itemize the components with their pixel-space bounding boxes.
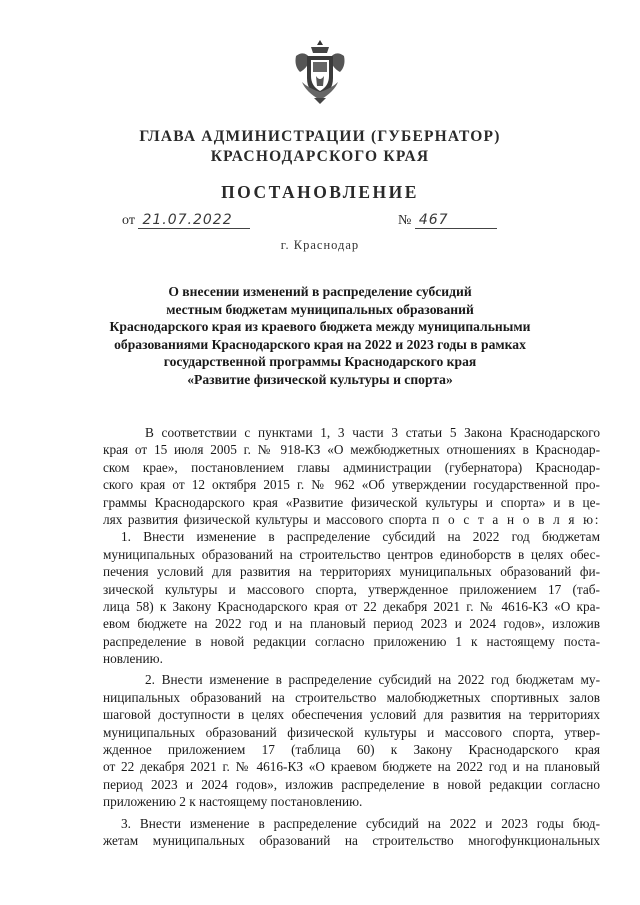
- body-line: ском крае», постановлением главы администрации (губернатора) Краснодар-: [103, 459, 600, 475]
- resolve-word: п о с т а н о в л я ю:: [432, 511, 600, 527]
- issuing-authority: ГЛАВА АДМИНИСТРАЦИИ (ГУБЕРНАТОР): [139, 128, 501, 145]
- body-line: евом бюджете на 2022 год и на плановый период 2023 и 2024 годов», изложив: [103, 616, 600, 632]
- body-line: муниципальных образований на строительство центров единоборств в целях обес-: [103, 546, 600, 562]
- body-line: жетам муниципальных образований на строительство многофункциональных: [103, 832, 600, 848]
- title-line: О внесении изменений в распределение субсидий: [168, 284, 472, 299]
- body-line: жденное приложением 17 (таблица 60) к Закону Краснодарского края: [103, 742, 600, 758]
- krasnodar-coat-of-arms-icon: [292, 38, 348, 106]
- body-line: В соответствии с пунктами 1, 3 части 3 статьи 5 Закона Краснодарского: [145, 425, 600, 440]
- issuing-authority-region: КРАСНОДАРСКОГО КРАЯ: [210, 148, 430, 165]
- body-line: 3. Внести изменение в распределение субсидий на 2022 и 2023 годы бюд-: [121, 815, 600, 831]
- title-line: образованиями Краснодарского края на 2022 и 2023 годы в рамках: [114, 336, 526, 352]
- document-date: 21.07.2022: [138, 212, 250, 229]
- document-title: [90, 283, 550, 388]
- body-line: приложению 2 к настоящему постановлению.: [103, 794, 363, 810]
- title-line: местным бюджетам муниципальных образований: [166, 301, 474, 317]
- title-line: государственной программы Краснодарского края: [163, 354, 477, 369]
- document-body: [103, 424, 600, 849]
- document-date-row: [122, 212, 250, 229]
- body-line-resolve: [103, 511, 600, 528]
- document-type: ПОСТАНОВЛЕНИЕ: [221, 182, 419, 202]
- title-line: «Развитие физической культуры и спорта»: [187, 371, 453, 387]
- body-line: шаговой доступности в целях обеспечения условий для развития на территориях: [103, 707, 600, 723]
- title-line: Краснодарского края из краевого бюджета между муниципальными: [109, 319, 531, 334]
- body-line: граммы Краснодарского края «Развитие физической культуры и спорта» и в це-: [103, 494, 600, 510]
- body-text: лях развития физической культуры и массового спорта: [103, 511, 427, 527]
- document-number: 467: [415, 212, 497, 229]
- body-line: лица 58) к Закону Краснодарского края от 22 декабря 2021 г. № 4616-КЗ «О кра-: [103, 598, 600, 614]
- body-line: зической культуры и массового спорта, утвержденное приложением 17 (таб-: [103, 581, 600, 597]
- number-label: №: [398, 213, 412, 228]
- body-line: от 22 декабря 2021 г. № 4616-КЗ «О краевом бюджете на 2022 год и на плановый: [103, 759, 600, 775]
- body-line: края от 15 июля 2005 г. № 918-КЗ «О межбюджетных отношениях в Краснодар-: [103, 442, 600, 458]
- body-line: ского края от 12 октября 2015 г. № 962 «Об утверждении государственной про-: [103, 477, 600, 493]
- body-line: муниципальных образований физической культуры и массового спорта, утвер-: [103, 724, 600, 740]
- date-label: от: [122, 213, 135, 228]
- document-number-row: [398, 212, 497, 229]
- body-line: ниципальных образований на строительство малобюджетных спортивных залов: [103, 689, 600, 705]
- city: г. Краснодар: [280, 238, 360, 252]
- body-line: распределение в новой редакции согласно приложению 1 к настоящему поста-: [103, 633, 600, 649]
- body-line: печения условий для развития на территориях муниципальных образований фи-: [103, 564, 600, 580]
- body-line: новлению.: [103, 651, 163, 667]
- body-line: период 2023 и 2024 годов», изложив распределение в новой редакции согласно: [103, 776, 600, 792]
- body-line: 2. Внести изменение в распределение субсидий на 2022 год бюджетам му-: [145, 672, 600, 688]
- body-line: 1. Внести изменение в распределение субсидий на 2022 год бюджетам: [121, 529, 600, 545]
